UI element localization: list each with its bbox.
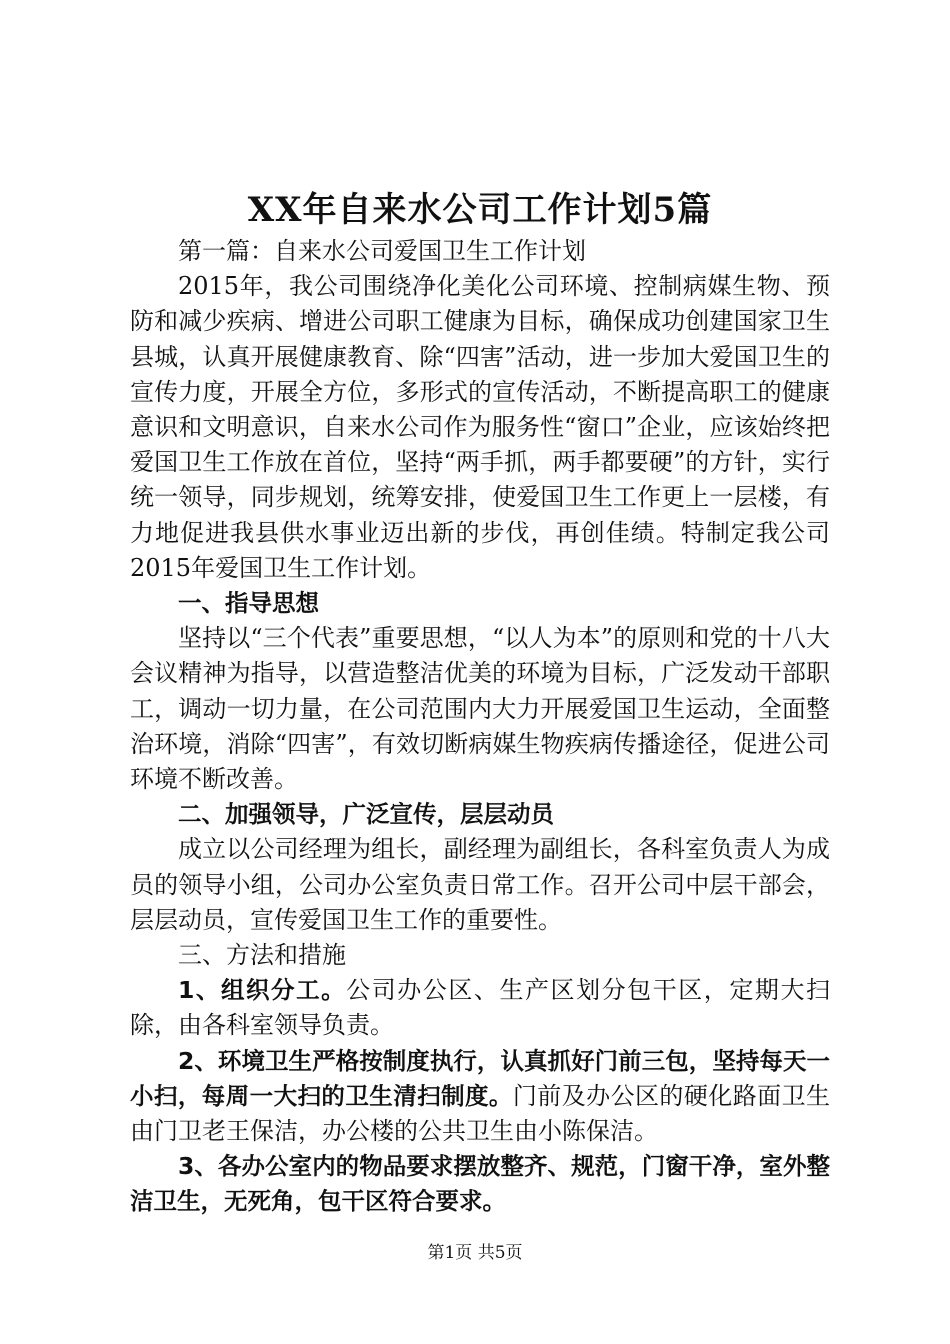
- section2-heading: 二、加强领导，广泛宣传，层层动员: [178, 800, 554, 829]
- item2-paragraph: [130, 1044, 830, 1150]
- item3-paragraph: [130, 1149, 830, 1219]
- document-body: [130, 234, 830, 1220]
- document-title: XX年自来水公司工作计划5篇: [247, 190, 713, 230]
- section2-paragraph: 成立以公司经理为组长，副经理为副组长，各科室负责人为成员的领导小组，公司办公室负责日常工作。召开公司中层干部会，层层动员，宣传爱国卫生工作的重要性。: [130, 835, 830, 934]
- section3-heading: 三、方法和措施: [178, 941, 346, 970]
- item1-bold: 1、组织分工。: [178, 976, 347, 1005]
- item2-text: 门前及办公区的硬化路面卫生由门卫老王保洁，办公楼的公共卫生由小陈保洁。: [130, 1081, 831, 1146]
- item3-bold: 3、各办公室内的物品要求摆放整齐、规范，门窗干净，室外整洁卫生，无死角，包干区符合要求。: [130, 1152, 830, 1216]
- section1-paragraph: 坚持以“三个代表”重要思想，“以人为本”的原则和党的十八大会议精神为指导，以营造整洁优美的环境为目标，广泛发动干部职工，调动一切力量，在公司范围内大力开展爱国卫生运动，全面整治环境，消除“四害”，有效切断病媒生物疾病传播途径，促进公司环境不断改善。: [130, 624, 830, 794]
- item1-text: 公司办公区、生产区划分包干区，定期大扫除，由各科室领导负责。: [130, 976, 830, 1040]
- page-number-footer: 第1页 共5页: [427, 1243, 523, 1263]
- section1-heading: 一、指导思想: [178, 589, 319, 618]
- intro-paragraph: 2015年，我公司围绕净化美化公司环境、控制病媒生物、预防和减少疾病、增进公司职工健康为目标，确保成功创建国家卫生县城，认真开展健康教育、除“四害”活动，进一步加大爱国卫生的宣传力度，开展全方位，多形式的宣传活动，不断提高职工的健康意识和文明意识，自来水公司作为服务性“窗口”企业，应该始终把爱国卫生工作放在首位，坚持“两手抓，两手都要硬”的方针，实行统一领导，同步规划，统筹安排，使爱国卫生工作更上一层楼，有力地促进我县供水事业迈出新的步伐，再创佳绩。特制定我公司2015年爱国卫生工作计划。: [130, 272, 830, 582]
- item1-paragraph: [130, 973, 830, 1043]
- item2-bold: 2、环境卫生严格按制度执行，认真抓好门前三包，坚持每天一小扫，每周一大扫的卫生清扫制度。: [130, 1046, 830, 1110]
- chapter-subtitle: 第一篇：自来水公司爱国卫生工作计划: [178, 237, 586, 265]
